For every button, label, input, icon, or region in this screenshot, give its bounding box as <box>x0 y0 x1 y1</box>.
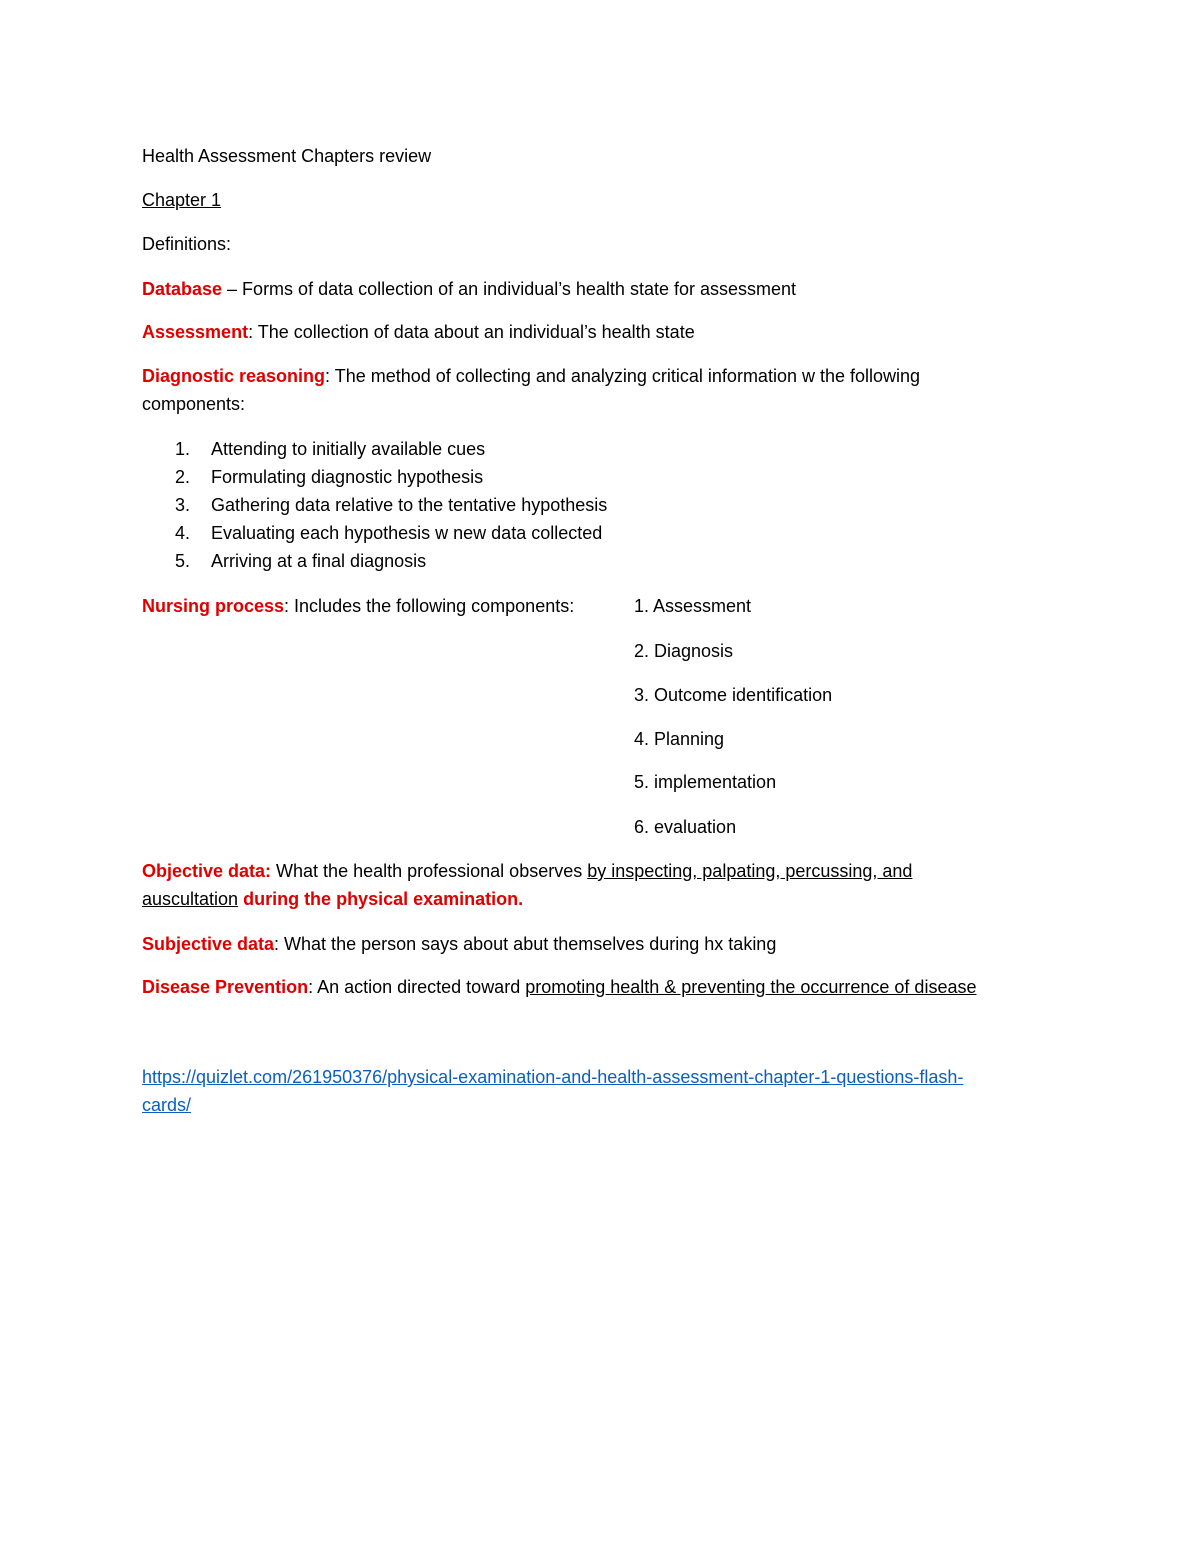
list-item <box>175 547 607 575</box>
list-item <box>175 491 607 519</box>
term-database: Database <box>142 279 223 299</box>
definition-database-text: – Forms of data collection of an individual’s health state for assessment <box>222 279 797 299</box>
definition-diagnostic-reasoning <box>142 362 1062 418</box>
list-item-text: Arriving at a final diagnosis <box>211 551 427 571</box>
definition-nursing-process-text: : Includes the following components: <box>284 596 575 616</box>
definition-disease-prevention-underlined: promoting health & preventing the occurrence of disease <box>525 977 977 997</box>
list-item-number: 2. <box>175 467 191 487</box>
definition-objective-data-text: What the health professional observes <box>271 861 588 881</box>
nursing-process-item: 6. evaluation <box>634 817 737 837</box>
document-title: Health Assessment Chapters review <box>142 146 432 166</box>
list-item-text: Attending to initially available cues <box>211 439 486 459</box>
quizlet-link[interactable] <box>142 1067 963 1115</box>
definition-database <box>142 275 1062 303</box>
list-item-number: 3. <box>175 495 191 515</box>
quizlet-link-line1[interactable]: https://quizlet.com/261950376/physical-examination-and-health-assessment-chapter-1-questions-flash- <box>142 1067 964 1087</box>
nursing-process-item: 2. Diagnosis <box>634 641 734 661</box>
definitions-heading: Definitions: <box>142 234 232 254</box>
list-item-text: Formulating diagnostic hypothesis <box>211 467 484 487</box>
definition-objective-data <box>142 857 1062 913</box>
definition-nursing-process <box>142 592 1062 620</box>
list-item-number: 4. <box>175 523 191 543</box>
list-item-text: Gathering data relative to the tentative hypothesis <box>211 495 608 515</box>
definition-disease-prevention <box>142 973 1062 1001</box>
list-item <box>175 519 607 547</box>
definition-disease-prevention-text: : An action directed toward <box>308 977 526 997</box>
term-diagnostic-reasoning: Diagnostic reasoning <box>142 366 326 386</box>
diagnostic-reasoning-list <box>175 435 607 575</box>
term-objective-data: Objective data: <box>142 861 272 881</box>
term-nursing-process: Nursing process <box>142 596 285 616</box>
list-item <box>175 435 607 463</box>
list-item <box>175 463 607 491</box>
nursing-process-item: 4. Planning <box>634 729 725 749</box>
definition-assessment-text: : The collection of data about an individual’s health state <box>248 322 695 342</box>
definition-assessment <box>142 318 1062 346</box>
definition-diagnostic-reasoning-text: : The method of collecting and analyzing critical information w the following <box>325 366 921 386</box>
definition-subjective-data <box>142 930 1062 958</box>
nursing-process-item: 1. Assessment <box>634 596 752 616</box>
nursing-process-item: 3. Outcome identification <box>634 685 833 705</box>
definition-objective-data-emphasis: during the physical examination. <box>238 889 524 909</box>
chapter-heading <box>142 186 1062 214</box>
definition-objective-data-underlined: by inspecting, palpating, percussing, and <box>587 861 913 881</box>
quizlet-link-line2[interactable]: cards/ <box>142 1095 192 1115</box>
reference-link-block <box>142 1063 1062 1119</box>
definition-diagnostic-reasoning-text-cont: components: <box>142 394 246 414</box>
term-assessment: Assessment <box>142 322 249 342</box>
term-subjective-data: Subjective data <box>142 934 275 954</box>
definition-objective-data-underlined-cont: auscultation <box>142 889 239 909</box>
list-item-text: Evaluating each hypothesis w new data collected <box>211 523 603 543</box>
definition-subjective-data-text: : What the person says about abut themselves during hx taking <box>274 934 777 954</box>
chapter-label: Chapter 1 <box>142 190 222 210</box>
term-disease-prevention: Disease Prevention <box>142 977 309 997</box>
nursing-process-item: 5. implementation <box>634 772 777 792</box>
list-item-number: 5. <box>175 551 191 571</box>
list-item-number: 1. <box>175 439 191 459</box>
